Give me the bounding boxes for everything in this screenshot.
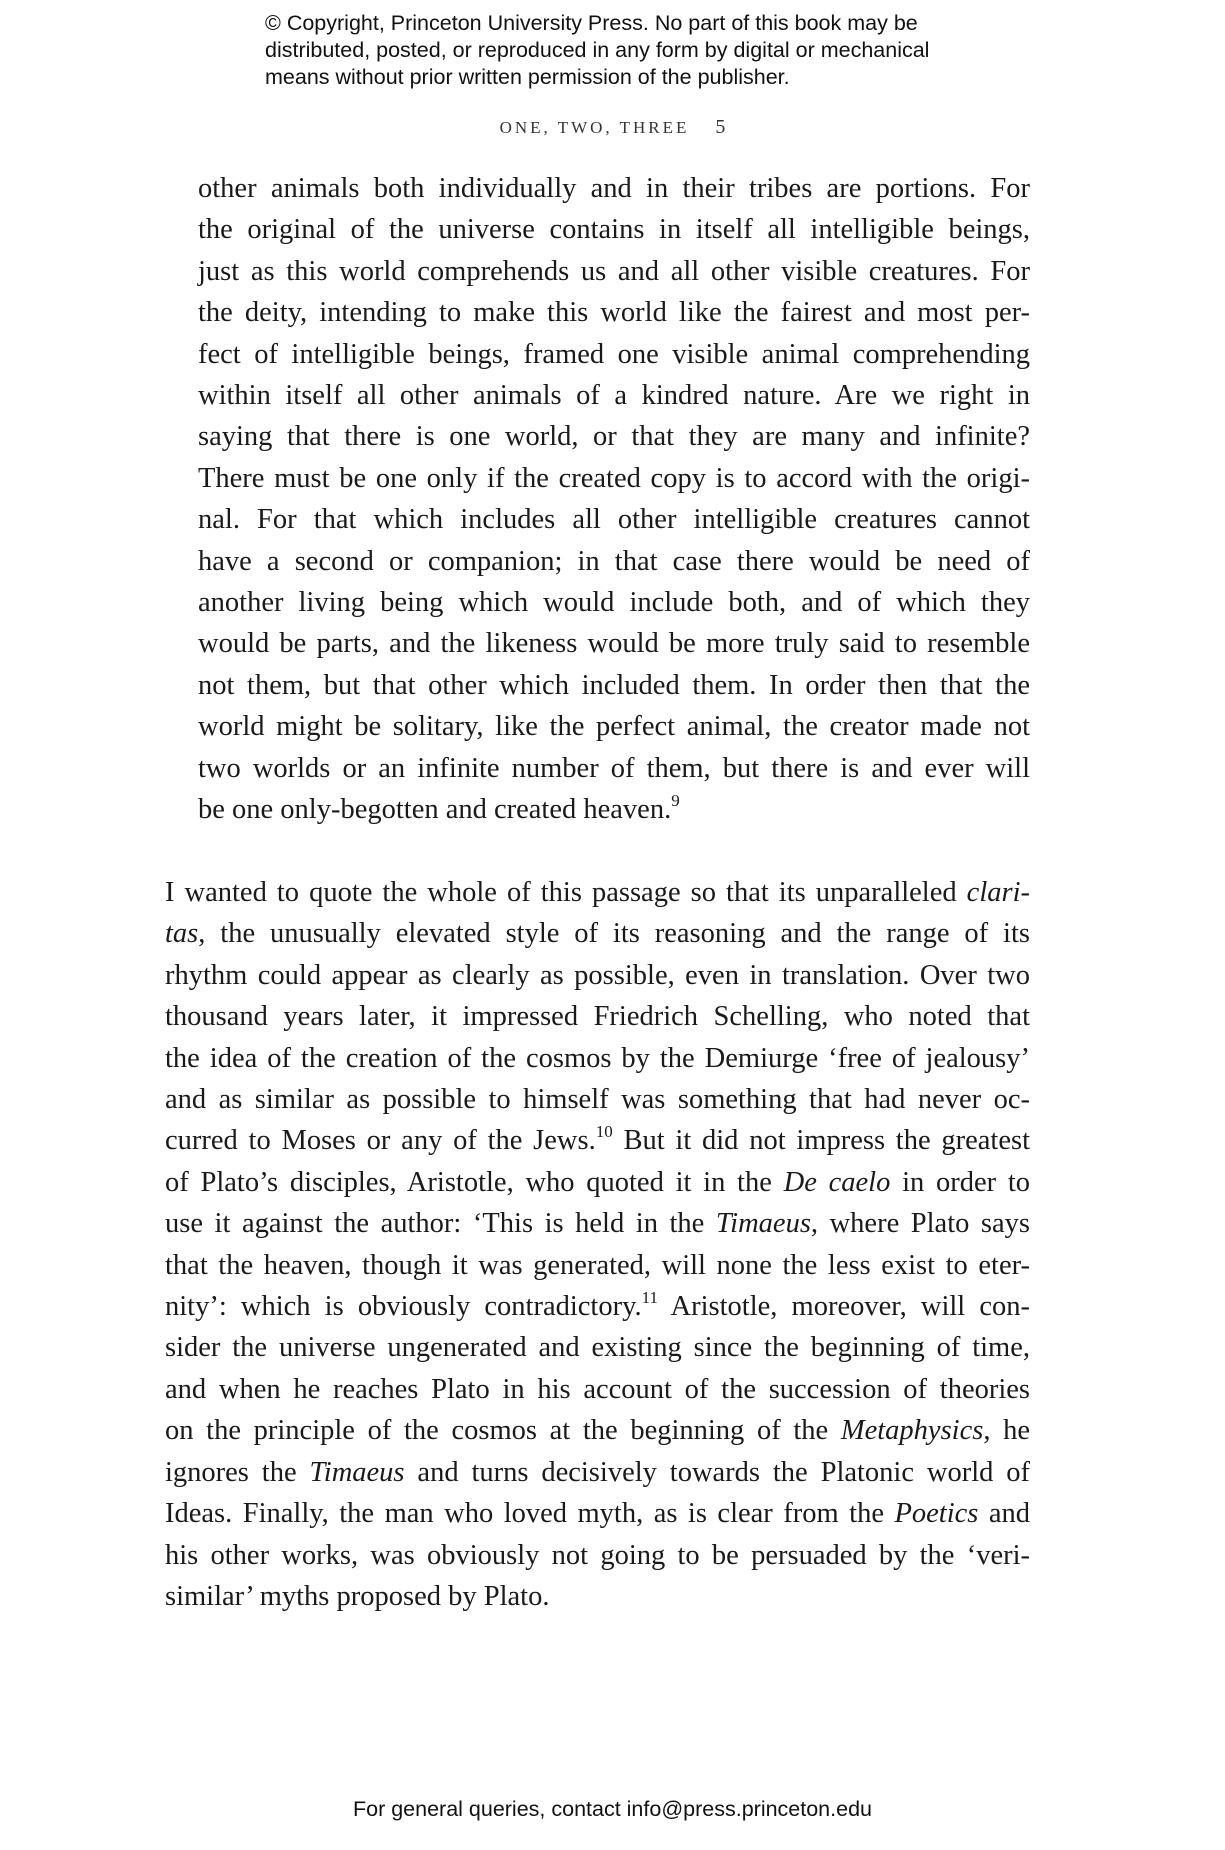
footnote-ref-9: 9 bbox=[671, 791, 680, 811]
text: Ideas. Finally, the man who loved myth, as is clear from the bbox=[165, 1498, 884, 1530]
copyright-line: © Copyright, Princeton University Press. No part of this book may be bbox=[265, 11, 918, 35]
italic-text: De caelo bbox=[783, 1166, 891, 1198]
quote-line: within itself all other animals of a kindred nature. Are we right in bbox=[198, 380, 1030, 412]
text: , he bbox=[983, 1415, 1031, 1447]
text: I wanted to quote the whole of this passage so that its unparalleled bbox=[165, 877, 957, 908]
quote-line bbox=[198, 789, 1030, 830]
text: curred to Moses or any of the Jews. bbox=[165, 1125, 596, 1157]
text: , where Plato says bbox=[810, 1208, 1031, 1240]
footer-notice: For general queries, contact info@press.princeton.edu bbox=[352, 1797, 872, 1821]
text: and turns decisively towards the Platonic world of bbox=[404, 1456, 1030, 1488]
footnote-ref-10: 10 bbox=[595, 1122, 613, 1142]
quote-line: have a second or companion; in that case there would be need of bbox=[198, 545, 1030, 577]
paragraph-line bbox=[165, 1203, 1030, 1244]
italic-text: clari- bbox=[966, 877, 1030, 908]
text: use it against the author: ‘This is held in the bbox=[165, 1208, 705, 1240]
quote-line: the deity, intending to make this world like the fairest and most per- bbox=[198, 297, 1030, 329]
paragraph-line: his other works, was obviously not going to be persuaded by the ‘veri- bbox=[165, 1539, 1030, 1571]
text: and bbox=[978, 1498, 1031, 1530]
quote-line: another living being which would include both, and of which they bbox=[198, 587, 1030, 619]
paragraph-line: and when he reaches Plato in his account of the succession of theories bbox=[165, 1373, 1030, 1405]
paragraph-line bbox=[165, 1162, 1030, 1203]
text: Aristotle, moreover, will con- bbox=[657, 1291, 1030, 1323]
quote-line: There must be one only if the created copy is to accord with the origi- bbox=[198, 462, 1030, 494]
quote-line: would be parts, and the likeness would be more truly said to resemble bbox=[198, 628, 1030, 660]
italic-text: Poetics bbox=[894, 1498, 979, 1530]
paragraph-line bbox=[165, 1493, 1030, 1534]
paragraph-line bbox=[165, 1410, 1030, 1451]
copyright-line: distributed, posted, or reproduced in any form by digital or mechanical bbox=[265, 38, 930, 62]
paragraph-line bbox=[165, 913, 1030, 954]
text: nity’: which is obviously contradictory. bbox=[165, 1291, 642, 1323]
italic-text: tas bbox=[165, 918, 199, 950]
quote-line: other animals both individually and in their tribes are portions. For bbox=[198, 173, 1030, 204]
italic-text: Timaeus bbox=[715, 1208, 811, 1240]
copyright-line: means without prior written permission of the publisher. bbox=[265, 65, 790, 89]
paragraph-line: thousand years later, it impressed Friedrich Schelling, who noted that bbox=[165, 1001, 1030, 1033]
paragraph-line: and as similar as possible to himself was something that had never oc- bbox=[165, 1084, 1030, 1116]
paragraph-line bbox=[165, 1286, 1030, 1327]
paragraph-line: that the heaven, though it was generated, will none the less exist to eter- bbox=[165, 1249, 1030, 1281]
quote-line: two worlds or an infinite number of them, but there is and ever will bbox=[198, 752, 1030, 784]
copyright-notice bbox=[265, 10, 1025, 91]
paragraph-line bbox=[165, 1452, 1030, 1493]
quote-line: just as this world comprehends us and all other visible creatures. For bbox=[198, 255, 1030, 287]
paragraph-line bbox=[165, 1120, 1030, 1161]
italic-text: Timaeus bbox=[309, 1456, 405, 1488]
text: of Plato’s disciples, Aristotle, who quoted it in the bbox=[165, 1166, 772, 1198]
text: , the unusually elevated style of its reasoning and the range of its bbox=[198, 918, 1030, 950]
quote-line: nal. For that which includes all other intelligible creatures cannot bbox=[198, 504, 1030, 536]
italic-text: Metaphysics bbox=[840, 1415, 984, 1447]
running-head bbox=[0, 116, 1225, 139]
block-quote bbox=[198, 168, 1030, 831]
quote-line: fect of intelligible beings, framed one visible animal comprehending bbox=[198, 338, 1030, 370]
body-paragraph bbox=[165, 872, 1030, 1617]
quote-line: saying that there is one world, or that they are many and infinite? bbox=[198, 421, 1030, 453]
quote-line: the original of the universe contains in itself all intelligible beings, bbox=[198, 214, 1030, 246]
running-head-title: ONE, TWO, THREE bbox=[499, 118, 690, 137]
quote-line: not them, but that other which included them. In order then that the bbox=[198, 669, 1030, 701]
text: in order to bbox=[890, 1166, 1031, 1198]
quote-final-text: be one only-begotten and created heaven. bbox=[198, 794, 672, 826]
quote-line: world might be solitary, like the perfect animal, the creator made not bbox=[198, 711, 1030, 743]
paragraph-line: similar’ myths proposed by Plato. bbox=[165, 1580, 550, 1612]
text: on the principle of the cosmos at the beginning of the bbox=[165, 1415, 829, 1447]
paragraph-line: sider the universe ungenerated and existing since the beginning of time, bbox=[165, 1332, 1030, 1364]
text: But it did not impress the greatest bbox=[612, 1125, 1030, 1157]
footnote-ref-11: 11 bbox=[641, 1288, 658, 1308]
paragraph-line bbox=[165, 872, 1030, 913]
page-number: 5 bbox=[715, 116, 726, 138]
paragraph-line: the idea of the creation of the cosmos by the Demiurge ‘free of jealousy’ bbox=[165, 1042, 1030, 1074]
paragraph-line: rhythm could appear as clearly as possible, even in translation. Over two bbox=[165, 959, 1030, 991]
text: ignores the bbox=[165, 1456, 297, 1488]
